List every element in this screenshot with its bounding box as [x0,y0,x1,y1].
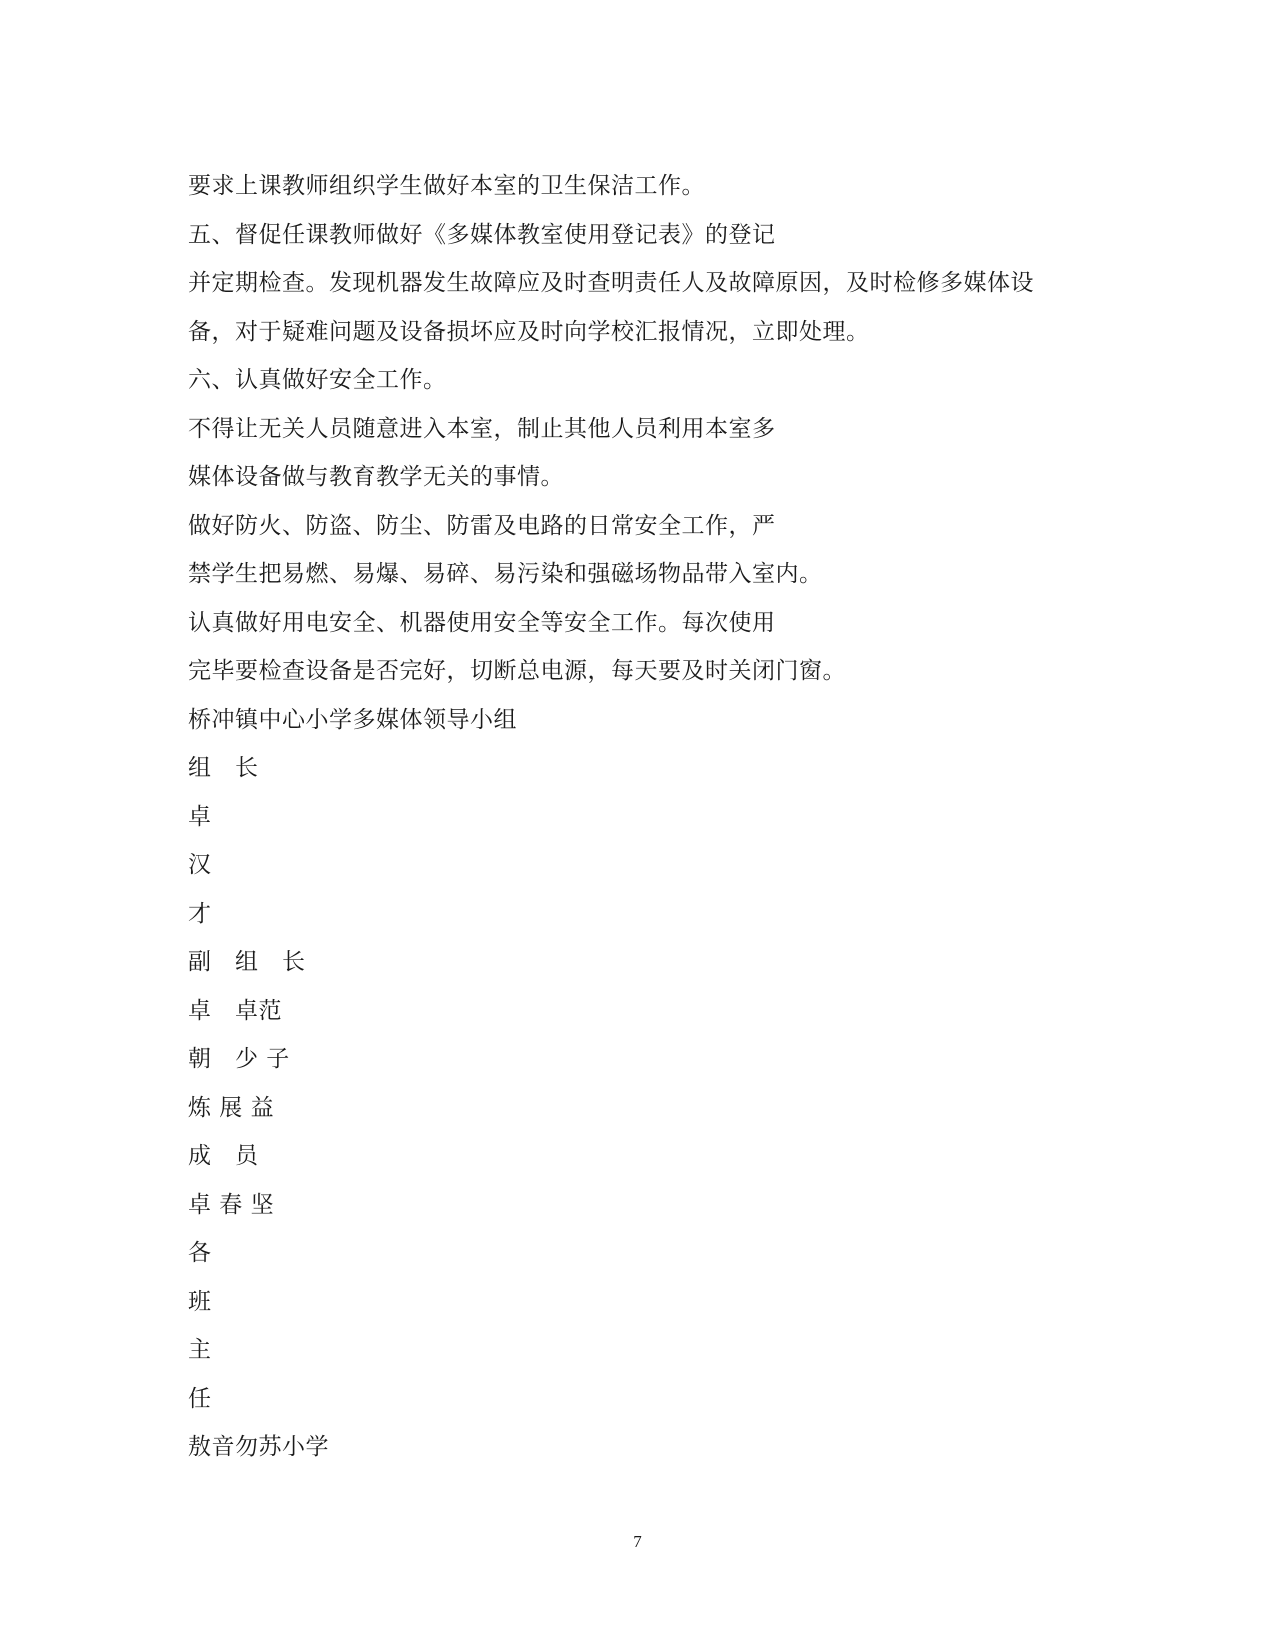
role-label: 成 员 [188,1143,259,1169]
text-line: 要求上课教师组织学生做好本室的卫生保洁工作。 [188,173,705,199]
text-line: 不得让无关人员随意进入本室，制止其他人员利用本室多 [188,415,776,442]
text-line: 备，对于疑难问题及设备损坏应及时向学校汇报情况，立即处理。 [188,318,870,345]
text-line: 做好防火、防盗、防尘、防雷及电路的日常安全工作，严 [188,512,776,539]
section-heading: 六、认真做好安全工作。 [188,367,447,393]
text-line: 禁学生把易燃、易爆、易碎、易污染和强磁场物品带入室内。 [188,561,823,587]
name-line: 卓 [188,803,212,830]
name-line: 卓 春 坚 [188,1191,275,1218]
name-line: 炼 展 益 [188,1094,275,1121]
name-line: 汉 [188,852,212,878]
text-line: 敖音勿苏小学 [188,1434,329,1460]
name-line: 朝 少 子 [188,1046,290,1072]
section-heading: 五、督促任课教师做好《多媒体教室使用登记表》的登记 [188,221,776,248]
name-line: 各 [188,1240,212,1266]
name-line: 主 [188,1337,212,1363]
group-title: 桥冲镇中心小学多媒体领导小组 [188,706,517,733]
text-line: 并定期检查。发现机器发生故障应及时查明责任人及故障原因，及时检修多媒体设 [188,270,1034,296]
document-body [188,162,1088,1472]
page-number: 7 [633,1532,642,1551]
text-line: 媒体设备做与教育教学无关的事情。 [188,464,564,490]
name-line: 才 [188,900,212,927]
name-line: 班 [188,1288,212,1315]
name-line: 任 [188,1385,212,1412]
text-line: 完毕要检查设备是否完好，切断总电源，每天要及时关闭门窗。 [188,658,846,684]
text-line: 认真做好用电安全、机器使用安全等安全工作。每次使用 [188,609,776,636]
role-label: 组 长 [188,755,259,781]
name-line: 卓 卓范 [188,997,282,1024]
role-label: 副 组 长 [188,949,306,975]
